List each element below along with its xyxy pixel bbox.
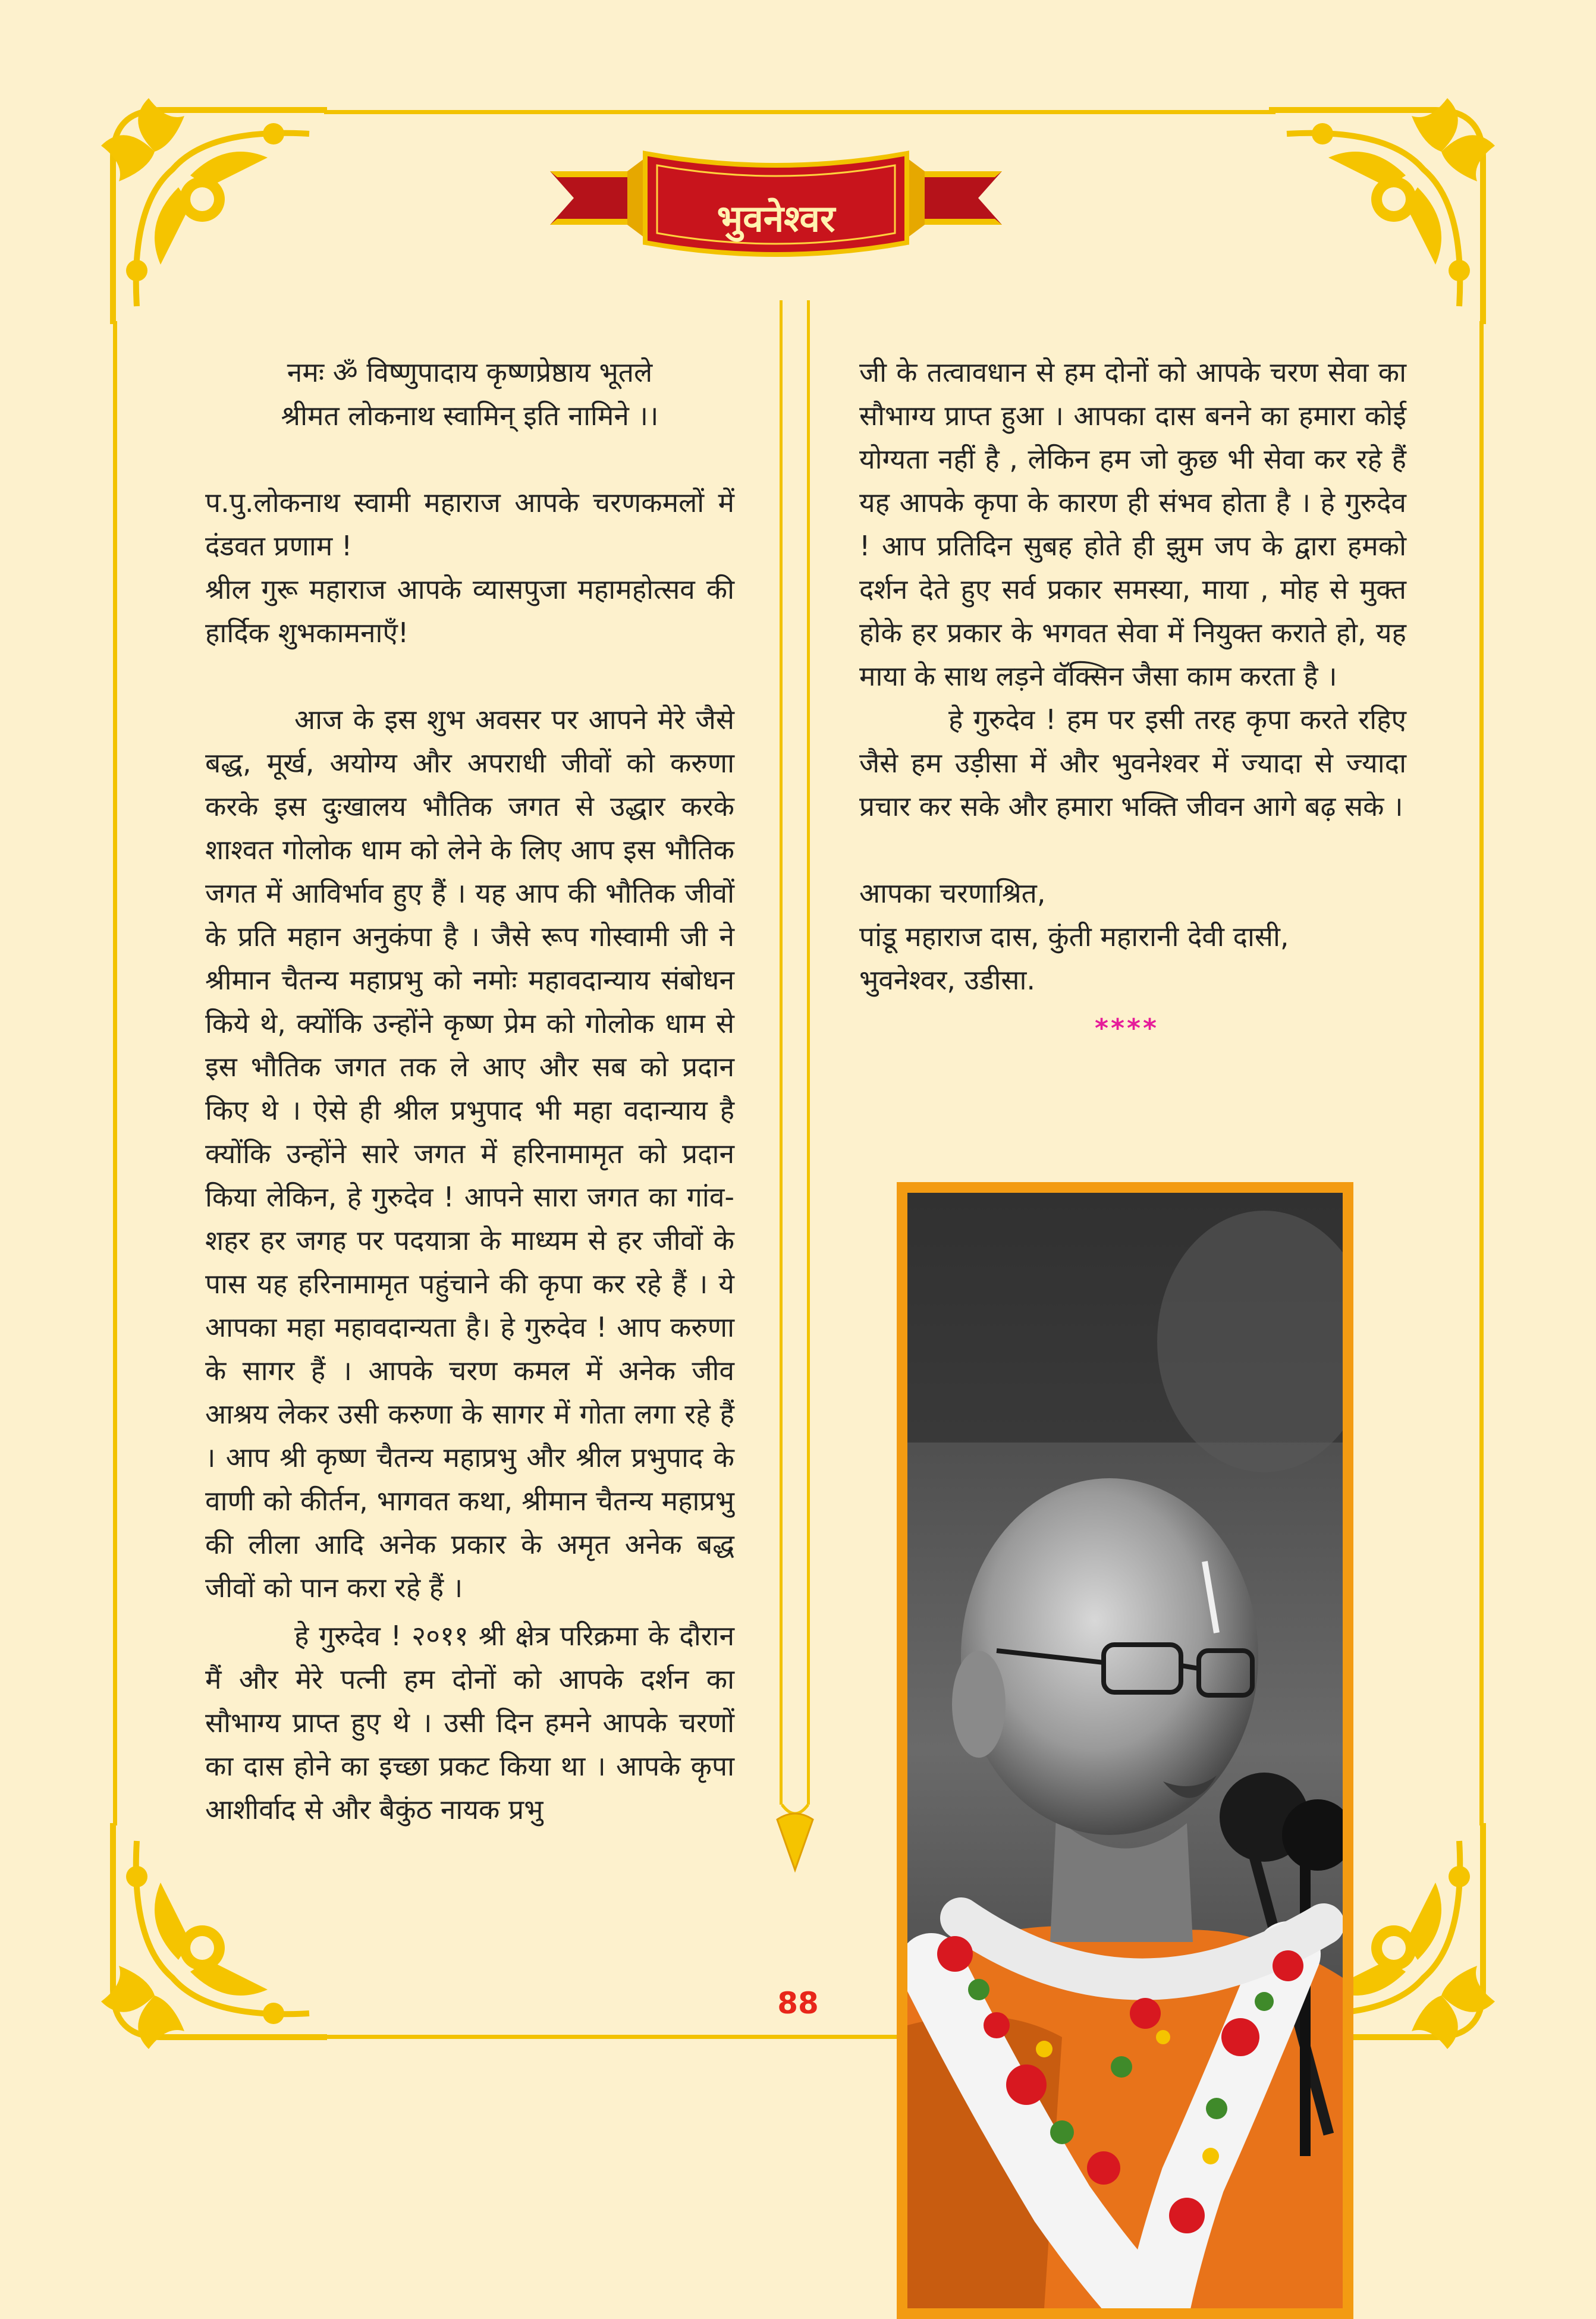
guru-photo-illustration xyxy=(907,1193,1343,2308)
border-right-line xyxy=(1479,321,1484,1825)
salutation-line-1: प.पु.लोकनाथ स्वामी महाराज आपके चरणकमलों में दंडवत प्रणाम ! xyxy=(205,486,734,562)
right-paragraph-2: हे गुरुदेव ! हम पर इसी तरह कृपा करते रहिए जैसे हम उड़ीसा में और भुवनेश्वर में ज्यादा से ज्यादा प्रचार कर सके और हमारा भक्ति जीवन आगे बढ़ सके । xyxy=(859,703,1406,822)
left-paragraph-2: हे गुरुदेव ! २०११ श्री क्षेत्र परिक्रमा के दौरान मैं और मेरे पत्नी हम दोनों को आपके दर्शन का सौभाग्य प्राप्त हुए थे । उसी दिन हमने आपके चरणों का दास होने का इच्छा प्रकट किया था । आपके कृपा आशीर्वाद से और बैकुंठ नायक प्रभु xyxy=(205,1620,734,1825)
border-left-line xyxy=(113,321,117,1825)
verse-line-2: श्रीमत लोकनाथ स्वामिन् इति नामिने ।। xyxy=(281,400,659,432)
column-divider xyxy=(775,300,815,2108)
salutation-line-2: श्रील गुरू महाराज आपके व्यासपुजा महामहोत्सव की हार्दिक शुभकामनाएँ! xyxy=(205,573,734,649)
page-number: 88 xyxy=(777,1986,819,2021)
right-column xyxy=(859,351,1406,1050)
title-banner xyxy=(538,136,1014,272)
signature-line-3: भुवनेश्वर, उडीसा. xyxy=(859,964,1035,996)
guru-photo xyxy=(907,1193,1343,2308)
corner-ornament-bottom-left xyxy=(89,1805,345,2061)
left-paragraph-1: आज के इस शुभ अवसर पर आपने मेरे जैसे बद्ध, मूर्ख, अयोग्य और अपराधी जीवों को करुणा करके इस दुःखालय भौतिक जगत से उद्धार करके शाश्वत गोलोक धाम को लेने के लिए आप इस भौतिक जगत में आविर्भाव हुए हैं । यह आप की भौतिक जीवों के प्रति महान अनुकंपा है । जैसे रूप गोस्वामी जी ने श्रीमान चैतन्य महाप्रभु को नमोः महावदान्याय संबोधन किये थे, क्योंकि उन्होंने कृष्ण प्रेम को गोलोक धाम से इस भौतिक जगत तक ले आए और सब को प्रदान किए थे । ऐसे ही श्रील प्रभुपाद भी महा वदान्याय है क्योंकि उन्होंने सारे जगत में हरिनामामृत को प्रदान किया लेकिन, हे गुरुदेव ! आपने सारा जगत का गांव-शहर हर जगह पर पदयात्रा के माध्यम से हर जीवों के पास यह हरिनामामृत पहुंचाने की कृपा कर रहे हैं । ये आपका महा महावदान्यता है। हे गुरुदेव ! आप करुणा के सागर हैं । आपके चरण कमल में अनेक जीव आश्रय लेकर उसी करुणा के सागर में गोता लगा रहे हैं । आप श्री कृष्ण चैतन्य महाप्रभु और श्रील प्रभुपाद के वाणी को कीर्तन, भागवत कथा, श्रीमान चैतन्य महाप्रभु की लीला आदि अनेक प्रकार के अमृत अनेक बद्ध जीवों को पान करा रहे हैं । xyxy=(205,703,734,1604)
left-column xyxy=(205,351,734,1831)
border-top-line xyxy=(324,110,1275,114)
page-title: भुवनेश्वर xyxy=(717,197,835,240)
corner-ornament-top-left xyxy=(89,86,345,342)
verse-line-1: नमः ॐ विष्णुपादाय कृष्णप्रेष्ठाय भूतले xyxy=(287,356,653,388)
separator-stars: **** xyxy=(1094,1013,1160,1044)
corner-ornament-top-right xyxy=(1251,86,1507,342)
signature-line-2: पांडू महाराज दास, कुंती महारानी देवी दासी, xyxy=(859,920,1289,953)
signature-line-1: आपका चरणाश्रित, xyxy=(859,877,1046,909)
right-paragraph-1: जी के तत्वावधान से हम दोनों को आपके चरण सेवा का सौभाग्य प्राप्त हुआ । आपका दास बनने का हमारा कोई योग्यता नहीं है , लेकिन हम जो कुछ भी सेवा कर रहे हैं यह आपके कृपा के कारण ही संभव होता है । हे गुरुदेव ! आप प्रतिदिन सुबह होते ही झुम जप के द्वारा हमको दर्शन देते हुए सर्व प्रकार समस्या, माया , मोह से मुक्त होके हर प्रकार के भगवत सेवा में नियुक्त कराते हो, यह माया के साथ लड़ने वॅक्सिन जैसा काम करता है । xyxy=(859,356,1406,692)
